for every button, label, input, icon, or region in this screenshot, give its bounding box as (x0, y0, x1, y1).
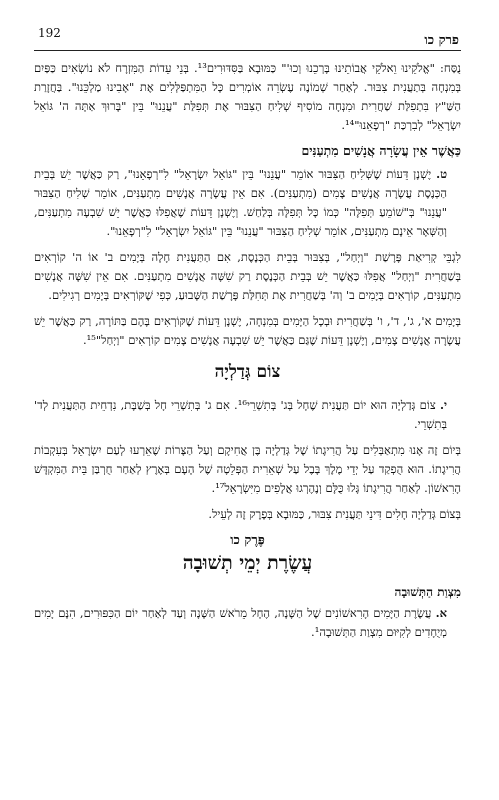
paragraph-vayechal-reading: לִגְבֵּי קְרִיאַת פָּרָשַׁת "וַיְחַל", בְּצִבּוּר בְּבֵית הַכְּנֶסֶת, אִם הַתַּעֲנִית חָלָה בְּיָמִים ב' אוֹ ה' קוֹרְאִים בְּשַׁחֲרִית "וַיְחַל" אֲפִלּוּ כַּאֲשֶׁר יֵשׁ בְּבֵית הַכְּנֶסֶת רַק שִׁשָּׁה אֲנָשִׁים מִתְעַנִּים. אִם אֵין שִׁשָּׁה אֲנָשִׁים מִתְעַנִּים, קוֹרְאִים בְּיָמִים ב' וְה' בְּשַׁחֲרִית אֶת תְּחִלַּת פָּרָשַׁת הַשָּׁבוּעַ, כְּפִי שֶׁקּוֹרְאִים בְּיָמִים רְגִילִים. (34, 250, 461, 302)
paragraph-marker: א. (435, 606, 448, 620)
intro-paragraph: נֻסַּח: "אֱלֹקֵינוּ וֵאלֹקֵי אֲבוֹתֵינוּ בָּרְכֵנוּ וְכוּ'" כַּמּוּבָא בַּסִּדּוּרִים¹³. בְּנֵי עֵדוֹת הַמִּזְרָח לֹא נוֹשְׂאִים כַּפַּיִם בְּמִנְחָה בְּתַעֲנִית צִבּוּר. לְאַחַר שְׁמוֹנֶה עֶשְׂרֵה אוֹמְרִים כָּל הַמִּתְפַּלְּלִים אֶת "אָבִינוּ מַלְכֵּנוּ". בַּחֲזָרַת הַשַּׁ"ץ בִּתְפִלַּת שַׁחֲרִית וּמִנְחָה מוֹסִיף שְׁלִיחַ הַצִּבּוּר אֶת תְּפִלַּת "עֲנֵנוּ" בֵּין "בָּרוּךְ אַתָּה ה' גּוֹאֵל יִשְׂרָאֵל" לְבִרְכַּת "רְפָאֵנוּ"¹⁴. (34, 61, 461, 132)
section-heading-fast-without-ten: כַּאֲשֶׁר אֵין עֲשָׂרָה אֲנָשִׁים מִתְעַנִּים (301, 143, 461, 158)
paragraph-aleph (34, 604, 461, 642)
section-title-tzom-gedalia: צוֹם גְּדַלְיָה (214, 362, 281, 382)
paragraph-torah-reading-days: בְּיָמִים א', ג', ד', ו' בְּשַׁחֲרִית וּבְכָל הַיָּמִים בְּמִנְחָה, יֶשְׁנָן דֵּעוֹת שֶׁקּוֹרְאִים בָּהֶם בַּתּוֹרָה, רַק כַּאֲשֶׁר יֵשׁ עֲשָׂרָה אֲנָשִׁים צָמִים, וְיֶשְׁנָן דֵּעוֹת שֶׁגַּם כַּאֲשֶׁר יֵשׁ שִׁבְעָה אֲנָשִׁים צָמִים קוֹרְאִים "וַיְחַל"¹⁵. (34, 314, 461, 347)
paragraph-yud (34, 396, 461, 434)
paragraph-text: צוֹם גְּדַלְיָה הוּא יוֹם תַּעֲנִית שֶׁחָל בְּג' בְּתִשְׁרֵי¹⁶. אִם ג' בְּתִשְׁרֵי חָל בְּשַׁבָּת, נִדְחֵית הַתַּעֲנִית לְד' בְּתִשְׁרֵי. (34, 398, 447, 431)
paragraph-tet (34, 165, 461, 241)
page-number: 192 (38, 26, 61, 40)
paragraph-gedalia-laws: בְּצוֹם גְּדַלְיָה חָלִים דִּינֵי תַּעֲנִית צִבּוּר, כַּמּוּבָא בְּפֶרֶק זֶה לְעֵיל. (208, 507, 461, 521)
running-head: פרק כו (424, 33, 459, 48)
paragraph-marker: ט. (436, 167, 448, 181)
paragraph-marker: י. (439, 398, 448, 412)
chapter-title: עֲשֶׂרֶת יְמֵי תְשׁוּבָה (182, 552, 313, 574)
sub-heading-teshuva: מִצְוַת הַתְּשׁוּבָה (394, 585, 461, 599)
paragraph-text: יֶשְׁנָן דֵּעוֹת שֶׁשְּׁלִיחַ הַצִּבּוּר אוֹמֵר "עֲנֵנוּ" בֵּין "גּוֹאֵל יִשְׂרָאֵל" לִ"רְפָאֵנוּ", רַק כַּאֲשֶׁר יֵשׁ בְּבֵית הַכְּנֶסֶת עֲשָׂרָה אֲנָשִׁים צָמִים (מִתְעַנִּים). אִם אֵין עֲשָׂרָה אֲנָשִׁים מִתְעַנִּים, אוֹמֵר שְׁלִיחַ הַצִּבּוּר "עֲנֵנוּ" בְּ"שׁוֹמֵעַ תְּפִלָּה" כְּמוֹ כָּל תְּפִלָּה בְּלַחַשׁ. וְיֶשְׁנָן דֵּעוֹת שֶׁאֲפִלּוּ כַּאֲשֶׁר יֵשׁ שִׁבְעָה מִתְעַנִּים, וְהַשְּׁאָר אֵינָם מִתְעַנִּים, אוֹמֵר שְׁלִיחַ הַצִּבּוּר "עֲנֵנוּ" בֵּין "גּוֹאֵל יִשְׂרָאֵל" לִ"רְפָאֵנוּ". (34, 167, 447, 238)
chapter-label: פֶּרֶק כו (230, 533, 265, 548)
page-header (34, 22, 461, 51)
paragraph-text: עֲשֶׂרֶת הַיָּמִים הָרִאשׁוֹנִים שֶׁל הַשָּׁנָה, הֶחָל מֵרֹאשׁ הַשָּׁנָה וְעַד לְאַחַר יוֹם הַכִּפּוּרִים, הִנָּם יָמִים מְיֻחָדִים לְקִיּוּם מִצְוַת הַתְּשׁוּבָה¹. (34, 606, 447, 639)
paragraph-gedalia-history: בְּיוֹם זֶה אָנוּ מִתְאַבְּלִים עַל הֲרִיגָתוֹ שֶׁל גְּדַלְיָה בֶּן אֲחִיקָם וְעַל הַצָּרוֹת שֶׁאֵרְעוּ לְעַם יִשְׂרָאֵל בְּעִקְבוֹת הֲרִיגָתוֹ. הוּא הֻפְקַד עַל יְדֵי מֶלֶךְ בָּבֶל עַל שְׁאֵרִית הַפְּלֵטָה שֶׁל הָעָם בְּאֶרֶץ לְאַחַר חֻרְבַּן בֵּית הַמִּקְדָּשׁ הָרִאשׁוֹן. לְאַחַר הֲרִיגָתוֹ גָּלוּ כֻּלָּם וְנֶהֶרְגוּ אֲלָפִים מִיִּשְׂרָאֵל¹⁷. (34, 443, 461, 495)
